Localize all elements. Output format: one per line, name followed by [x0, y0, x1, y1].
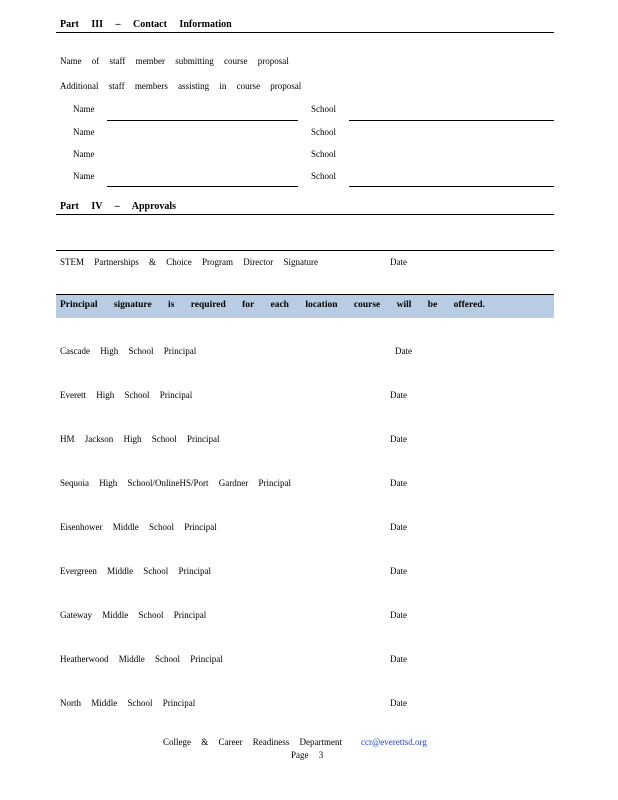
footer-page-number: Page 3 — [291, 750, 324, 760]
part3-heading: Part III – Contact Information — [60, 19, 232, 30]
name-field-1[interactable] — [107, 120, 298, 121]
principal-label-eisenhower: Eisenhower Middle School Principal — [60, 522, 217, 532]
principal-banner — [56, 294, 554, 318]
part4-heading: Part IV – Approvals — [60, 201, 177, 212]
school-label-2: School — [311, 127, 337, 137]
name-label-3: Name — [73, 149, 95, 159]
stem-signature-line[interactable] — [56, 250, 554, 251]
principal-label-heatherwood: Heatherwood Middle School Principal — [60, 654, 223, 664]
principal-label-sequoia: Sequoia High School/OnlineHS/Port Gardner Principal — [60, 478, 291, 488]
part3-heading-rule — [56, 32, 554, 33]
principal-label-north: North Middle School Principal — [60, 698, 196, 708]
principal-label-everett: Everett High School Principal — [60, 390, 193, 400]
school-label-4: School — [311, 171, 337, 181]
principal-label-evergreen: Evergreen Middle School Principal — [60, 566, 212, 576]
school-field-1[interactable] — [349, 120, 554, 121]
name-label-1: Name — [73, 104, 95, 114]
school-label-1: School — [311, 104, 337, 114]
principal-date-evergreen: Date — [390, 566, 407, 576]
principal-label-gateway: Gateway Middle School Principal — [60, 610, 207, 620]
principal-banner-text: Principal signature is required for each location course will be offered. — [60, 300, 485, 310]
additional-staff-label: Additional staff members assisting in course proposal — [60, 81, 302, 91]
part4-heading-rule — [56, 214, 554, 215]
principal-label-cascade: Cascade High School Principal — [60, 346, 197, 356]
footer-department: College & Career Readiness Department — [163, 737, 342, 747]
school-label-3: School — [311, 149, 337, 159]
principal-date-cascade: Date — [395, 346, 412, 356]
school-field-4[interactable] — [349, 186, 554, 187]
name-field-4[interactable] — [107, 186, 298, 187]
name-label-4: Name — [73, 171, 95, 181]
principal-date-north: Date — [390, 698, 407, 708]
principal-date-sequoia: Date — [390, 478, 407, 488]
footer-email-link[interactable]: ccr@everettsd.org — [361, 737, 427, 747]
principal-date-gateway: Date — [390, 610, 407, 620]
staff-submitting-label: Name of staff member submitting course proposal — [60, 56, 289, 66]
principal-label-jackson: HM Jackson High School Principal — [60, 434, 220, 444]
stem-signature-label: STEM Partnerships & Choice Program Director Signature — [60, 257, 318, 267]
principal-date-everett: Date — [390, 390, 407, 400]
principal-date-heatherwood: Date — [390, 654, 407, 664]
principal-date-eisenhower: Date — [390, 522, 407, 532]
principal-date-jackson: Date — [390, 434, 407, 444]
stem-date-label: Date — [390, 257, 407, 267]
name-label-2: Name — [73, 127, 95, 137]
